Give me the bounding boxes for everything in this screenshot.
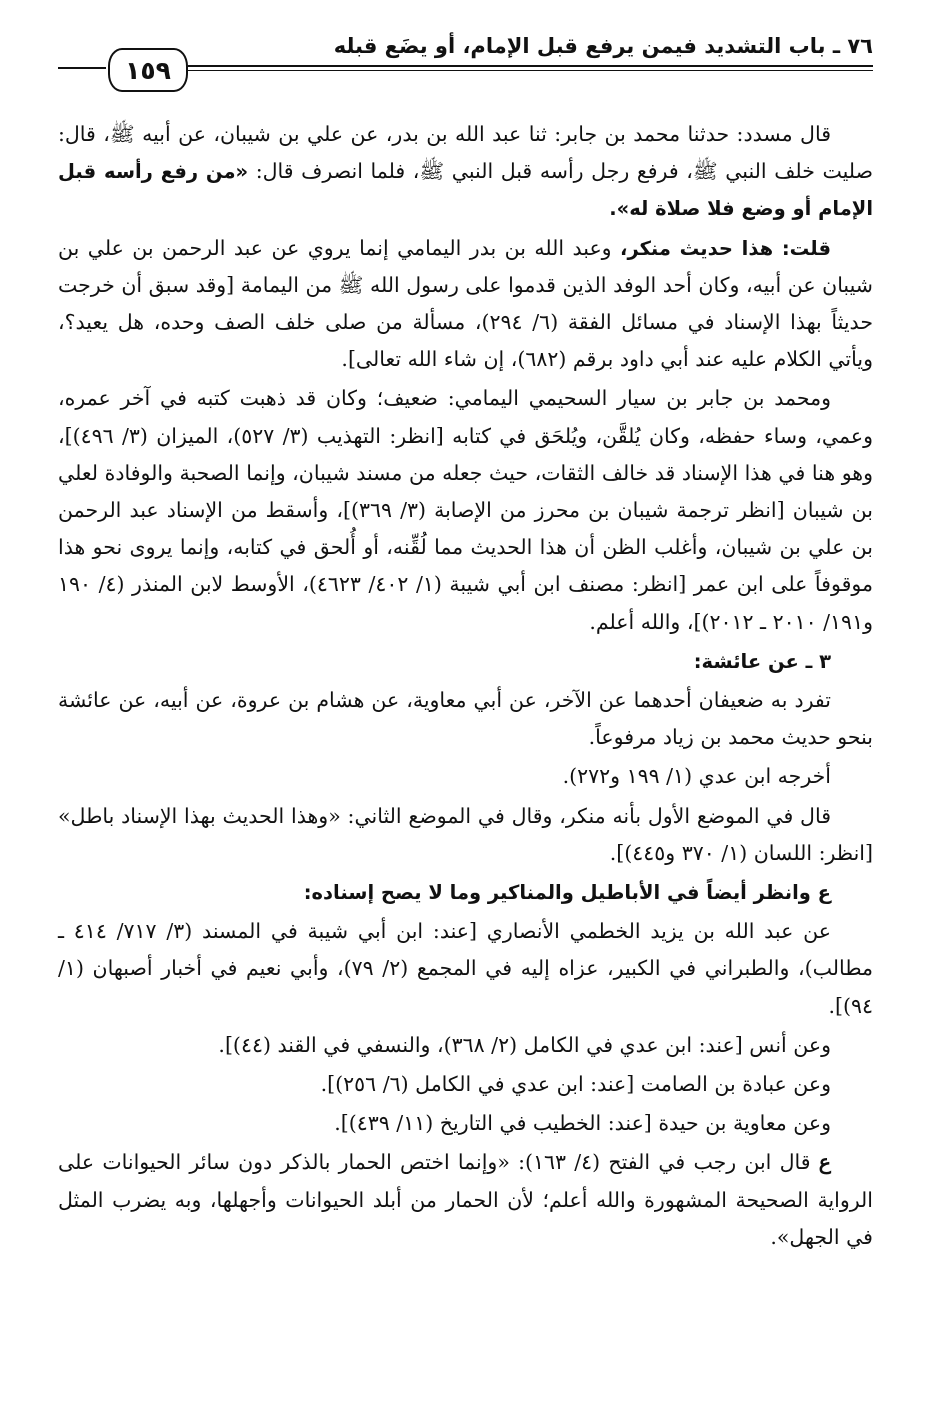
paragraph-anas: وعن أنس [عند: ابن عدي في الكامل (٢/ ٣٦٨)، والنسفي في القند (٤٤)]. <box>218 1032 831 1057</box>
section-heading-aisha: ٣ ـ عن عائشة: <box>693 649 831 673</box>
header-rule-left <box>58 67 106 69</box>
page-body <box>58 116 873 1256</box>
paragraph-text: قال ابن رجب في الفتح (٤/ ١٦٣): «وإنما اختص الحمار بالذكر دون سائر الحيوانات على الرواية الصحيحة المشهورة والله أعلم؛ لأن الحمار من أبلد الحيوانات وأجهلها، وبه يضرب المثل في الجهل». <box>58 1150 873 1249</box>
paragraph-text: قال مسدد: حدثنا محمد بن جابر: ثنا عبد الله بن بدر، عن علي بن شيبان، عن أبيه ﷺ، قال: صليت خلف النبي ﷺ، فرفع رجل رأسه قبل النبي ﷺ، فلما انصرف قال: <box>58 122 873 184</box>
paragraph-ibn-adi-comment: قال في الموضع الأول بأنه منكر، وقال في الموضع الثاني: «وهذا الحديث بهذا الإسناد باطل» [انظر: اللسان (١/ ٣٧٠ و٤٤٥)]. <box>58 803 873 865</box>
comment-lead: قلت: هذا حديث منكر، <box>620 236 831 260</box>
paragraph-musaddad <box>58 116 873 228</box>
paragraph-text: وعبد الله بن بدر اليمامي إنما يروي عن عبد الرحمن بن علي بن شيبان عن أبيه، وكان أحد الوفد الذين قدموا على رسول الله ﷺ من اليمامة [وقد سبق أن خرجت حديثاً بهذا الإسناد في مسائل الفقة (٦/ ٢٩٤)، مسألة من صلى خلف الصف وحده، هل يعيد؟، ويأتي الكلام عليه عند أبي داود برقم (٦٨٢)، إن شاء الله تعالى]. <box>58 235 873 372</box>
paragraph-khatmi: عن عبد الله بن يزيد الخطمي الأنصاري [عند: ابن أبي شيبة في المسند (٣/ ٧١٧/ ٤١٤ ـ مطالب)، والطبراني في الكبير، عزاه إليه في المجمع (٢/ ٧٩)، وأبي نعيم في أخبار أصبهان (١/ ٩٤)]. <box>58 919 873 1018</box>
paragraph-narrator: ومحمد بن جابر بن سيار السحيمي اليمامي: ضعيف؛ وكان قد ذهبت كتبه في آخر عمره، وعمي، وساء حفظه، وكان يُلقَّن، ويُلحَق في كتابه [انظر: التهذيب (٣/ ٥٢٧)، الميزان (٣/ ٤٩٦)]، وهو هنا في هذا الإسناد قد خالف الثقات، حيث جعله من مسند شيبان، وإنما الصحبة والوفادة لعلي بن شيبان [انظر ترجمة شيبان بن محرز من الإصابة (٣/ ٣٦٩)]، وأسقط من الإسناد عبد الرحمن بن علي بن شيبان، وأغلب الظن أن هذا الحديث مما لُقِّنه، أو أُلحق في كتابه، وإنما يروى نحو هذا موقوفاً على ابن عمر [انظر: مصنف ابن أبي شيبة (١/ ٤٠٢/ ٤٦٢٣)، الأوسط لابن المنذر (٤/ ١٩٠ و١٩١/ ٢٠١٠ ـ ٢٠١٢)]، والله أعلم. <box>58 386 873 634</box>
page-number: ١٥٩ <box>108 48 188 92</box>
section-heading-see-also <box>58 874 873 911</box>
paragraph-ibn-adi: أخرجه ابن عدي (١/ ١٩٩ و٢٧٢). <box>562 764 831 789</box>
paragraph-aisha: تفرد به ضعيفان أحدهما عن الآخر، عن أبي معاوية، عن هشام بن عروة، عن أبيه، عن عائشة بنحو حديث محمد بن زياد مرفوعاً. <box>58 688 873 750</box>
hadith-quote: «من رفع رأسه قبل الإمام أو وضع فلا صلاة له». <box>58 160 873 221</box>
chapter-title: ٧٦ ـ باب التشديد فيمن يرفع قبل الإمام، أو يضَع قبله <box>333 34 873 58</box>
header-rule <box>188 65 873 67</box>
paragraph-ibn-rajab <box>58 1144 873 1256</box>
paragraph-ubada: وعن عبادة بن الصامت [عند: ابن عدي في الكامل (٦/ ٢٥٦)]. <box>320 1072 831 1097</box>
header-rule-thin <box>188 70 873 71</box>
paragraph-comment <box>58 230 873 379</box>
page-header <box>58 34 873 85</box>
bullet-icon: ع <box>818 1150 831 1175</box>
bullet-icon: ع <box>817 881 831 905</box>
paragraph-muawiya: وعن معاوية بن حيدة [عند: الخطيب في التاريخ (١١/ ٤٣٩)]. <box>334 1111 831 1136</box>
page <box>58 34 873 1258</box>
section-heading-text: وانظر أيضاً في الأباطيل والمناكير وما لا يصح إسناده: <box>303 881 811 905</box>
